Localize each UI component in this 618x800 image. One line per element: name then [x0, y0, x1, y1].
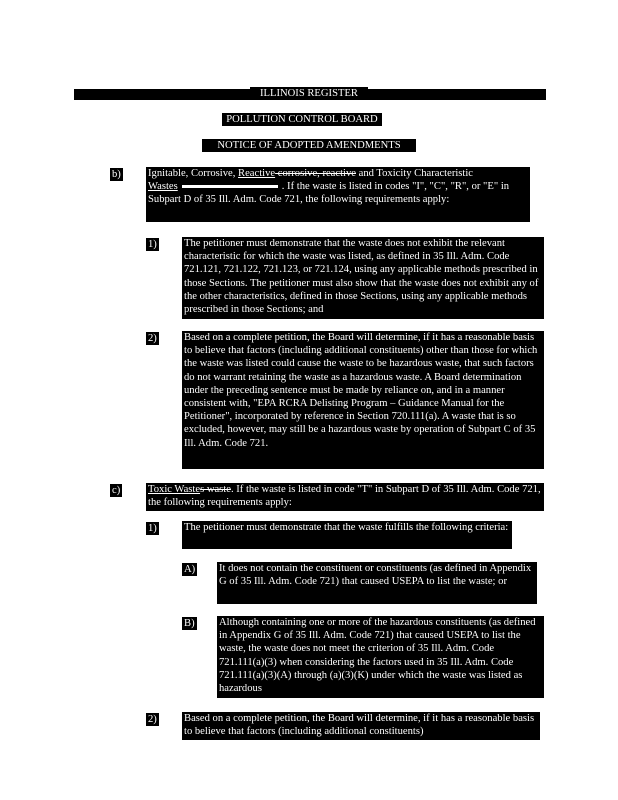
register-title: ILLINOIS REGISTER	[250, 87, 368, 100]
item-b-label: b)	[112, 169, 121, 180]
item-b1-label: 1)	[148, 239, 157, 250]
notice-title: NOTICE OF ADOPTED AMENDMENTS	[202, 139, 416, 152]
redaction-mark	[182, 185, 278, 188]
item-cb-text: Although containing one or more of the hazardous constituents (as defined in Appendix G of 35 Ill. Adm. Code 721) that caused USEPA to list the waste, the waste does not meet the criterion of 35 Ill. Adm. Code 721.111(a)(3) when considering the factors used in 35 Ill. Adm. Code 721.111(a)(3)(A) through (a)(3)(K) under which the waste was listed as hazardous	[217, 616, 544, 698]
item-b-text: . If the waste is listed in codes "I", "C", "R", or "E" in Subpart D of 35 Ill. Adm. Code 721, the following requirements apply:	[148, 181, 510, 206]
item-c2-text: Based on a complete petition, the Board will determine, if it has a reasonable basis to believe that factors (including additional constituents)	[182, 712, 540, 740]
item-c1-text: The petitioner must demonstrate that the waste fulfills the following criteria:	[182, 521, 512, 549]
item-c-title: Toxic Waste	[148, 484, 201, 495]
item-c-heading	[146, 483, 544, 511]
item-c1-label: 1)	[148, 523, 157, 534]
item-c-text: . If the waste is listed in code "T" in Subpart D of 35 Ill. Adm. Code 721, the following requirements apply:	[148, 484, 541, 509]
item-b-title-suffix: and Toxicity Characteristic	[355, 168, 474, 179]
board-title: POLLUTION CONTROL BOARD	[222, 113, 382, 126]
item-b-title-prefix: Ignitable, Corrosive,	[148, 168, 239, 179]
item-c2-label: 2)	[148, 714, 157, 725]
item-c-label: c)	[112, 485, 121, 496]
item-b1-text: The petitioner must demonstrate that the waste does not exhibit the relevant characteristic for which the waste was listed, as defined in 35 Ill. Adm. Code 721.121, 721.122, 721.123, or 721.124, using any applicable methods prescribed in those Sections. The petitioner must also show that the waste does not exhibit any of the other characteristics, defined in those Sections, using any applicable methods prescribed in those Sections; and	[182, 237, 544, 319]
item-ca-label: A)	[184, 564, 196, 575]
item-b-heading	[146, 167, 530, 222]
item-b-wastes: Wastes	[148, 181, 178, 193]
item-b2-label: 2)	[148, 333, 157, 344]
item-c-title-struck: s waste	[200, 484, 231, 495]
item-b2-text: Based on a complete petition, the Board will determine, if it has a reasonable basis to believe that factors (including additional constituents) other than those for which the waste was listed could cause the waste to be hazardous waste, that such factors do not warrant retaining the waste as a hazardous waste. A Board determination under the preceding sentence must be made by reliance on, and in a manner consistent with, "EPA RCRA Delisting Program – Guidance Manual for the Petitioner", incorporated by reference in Section 720.111(a). A waste that is so excluded, however, may still be a hazardous waste by operation of Subpart C of 35 Ill. Adm. Code 721.	[182, 331, 544, 469]
item-ca-text: It does not contain the constituent or constituents (as defined in Appendix G of 35 Ill. Adm. Code 721) that caused USEPA to list the waste; or	[217, 562, 537, 604]
item-b-title-struck: corrosive, reactive	[275, 168, 356, 179]
item-cb-label: B)	[184, 618, 195, 629]
item-b-title-reactive: Reactive	[238, 168, 276, 179]
